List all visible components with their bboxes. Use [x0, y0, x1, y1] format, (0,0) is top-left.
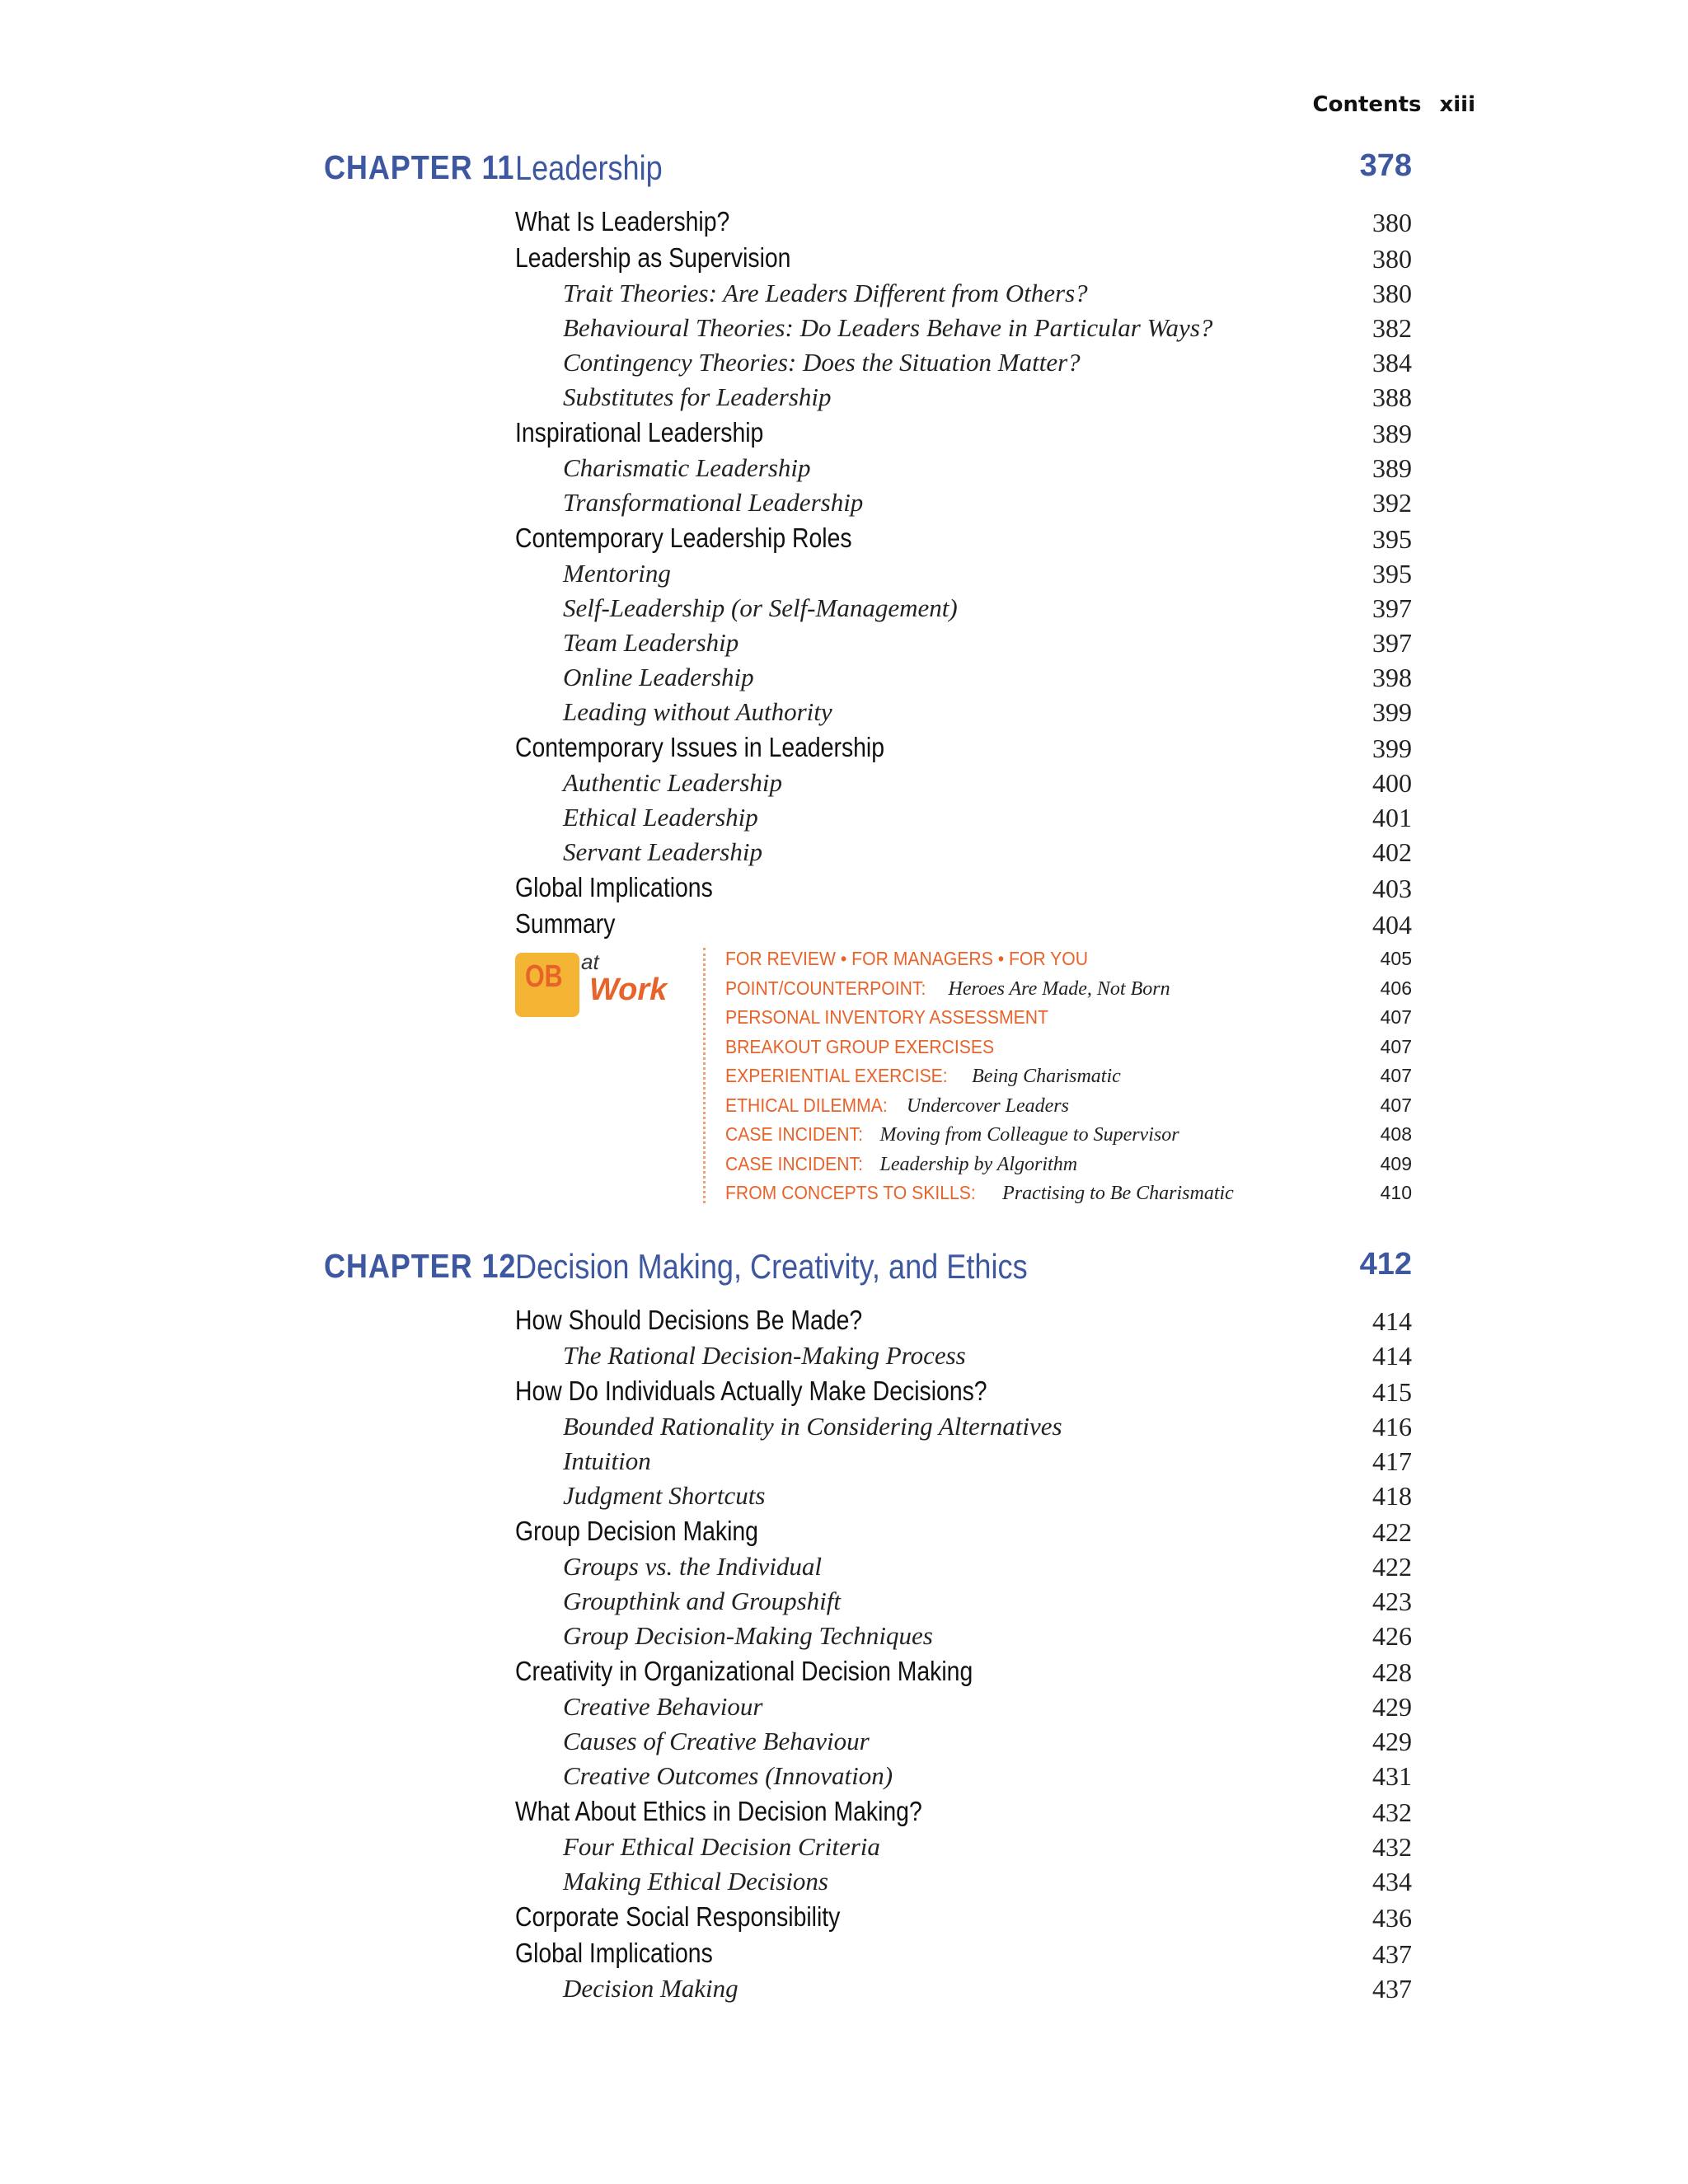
entry-title: Global Implications: [515, 1938, 713, 1968]
toc-subentry[interactable]: [515, 1412, 1412, 1446]
toc-entry[interactable]: [515, 206, 1412, 242]
ob-item-text: Moving from Colleague to Supervisor: [879, 1124, 1179, 1146]
toc-subentry[interactable]: [515, 348, 1412, 382]
entry-page: 428: [1372, 1657, 1412, 1687]
chapter-page: 412: [1359, 1247, 1412, 1282]
entry-page: 388: [1372, 382, 1412, 412]
toc-subentry[interactable]: [515, 803, 1412, 837]
entry-title: Judgment Shortcuts: [563, 1481, 766, 1510]
toc-entries: [515, 206, 1412, 1208]
toc-subentry[interactable]: [515, 837, 1412, 872]
entry-page: 414: [1372, 1341, 1412, 1371]
toc-subentry[interactable]: [515, 1867, 1412, 1901]
entry-page: 380: [1372, 279, 1412, 308]
entry-title: Group Decision Making: [515, 1516, 758, 1546]
chapter-heading[interactable]: [324, 148, 1412, 206]
chapter-11-section: [324, 148, 1412, 1208]
running-head-label: Contents: [1312, 92, 1422, 117]
entry-title: Causes of Creative Behaviour: [563, 1727, 870, 1755]
ob-item-text: Undercover Leaders: [906, 1094, 1069, 1117]
ob-item-page: 407: [1380, 1006, 1412, 1028]
toc-entry[interactable]: [515, 1901, 1412, 1938]
toc-subentry[interactable]: [515, 1621, 1412, 1656]
entry-title: Authentic Leadership: [563, 768, 783, 797]
ob-item-page: 406: [1380, 977, 1412, 999]
toc-subentry[interactable]: [515, 1974, 1412, 2008]
ob-item-page: 408: [1380, 1123, 1412, 1145]
entry-page: 418: [1372, 1481, 1412, 1511]
toc-subentry[interactable]: [515, 279, 1412, 313]
toc-subentry[interactable]: [515, 1692, 1412, 1727]
toc-entry[interactable]: [515, 1516, 1412, 1552]
ob-at-work-item[interactable]: [725, 1094, 1412, 1124]
entry-title: Online Leadership: [563, 663, 754, 691]
entry-page: 382: [1372, 313, 1412, 343]
entry-title: Creative Outcomes (Innovation): [563, 1761, 893, 1790]
ob-at-work-item[interactable]: [725, 1123, 1412, 1153]
entry-page: 417: [1372, 1446, 1412, 1476]
ob-item-label: CASE INCIDENT:: [725, 1123, 863, 1145]
entry-page: 398: [1372, 663, 1412, 692]
ob-item-text: Heroes Are Made, Not Born: [948, 977, 1170, 1000]
entry-page: 414: [1372, 1306, 1412, 1336]
entry-title: Bounded Rationality in Considering Alternatives: [563, 1412, 1062, 1441]
entry-page: 400: [1372, 768, 1412, 798]
ob-item-page: 410: [1380, 1182, 1412, 1203]
ob-at-work-item[interactable]: [725, 977, 1412, 1007]
ob-item-label: CASE INCIDENT:: [725, 1152, 863, 1174]
entry-title: Intuition: [563, 1446, 651, 1475]
entry-title: Global Implications: [515, 872, 713, 902]
toc-entry[interactable]: [515, 908, 1412, 944]
toc-entry[interactable]: [515, 1305, 1412, 1341]
ob-item-page: 407: [1380, 1035, 1412, 1057]
ob-item-label: PERSONAL INVENTORY ASSESSMENT: [725, 1006, 1048, 1028]
toc-subentry[interactable]: [515, 1481, 1412, 1516]
toc-entry[interactable]: [515, 1376, 1412, 1412]
ob-logo-text: OB: [525, 959, 563, 994]
ob-item-label: FOR REVIEW • FOR MANAGERS • FOR YOU: [725, 948, 1089, 969]
toc-entry[interactable]: [515, 1796, 1412, 1832]
entry-page: 426: [1372, 1621, 1412, 1651]
entry-title: Substitutes for Leadership: [563, 382, 832, 411]
entry-page: 422: [1372, 1552, 1412, 1582]
entry-page: 423: [1372, 1586, 1412, 1616]
entry-page: 384: [1372, 348, 1412, 377]
entry-page: 389: [1372, 419, 1412, 448]
toc-entry[interactable]: [515, 242, 1412, 279]
entry-page: 395: [1372, 524, 1412, 554]
entry-title: Summary: [515, 908, 616, 939]
toc-entry[interactable]: [515, 1656, 1412, 1692]
entry-title: Leading without Authority: [563, 697, 832, 726]
entry-title: Groups vs. the Individual: [563, 1552, 822, 1581]
chapter-page: 378: [1359, 148, 1412, 183]
entry-page: 437: [1372, 1939, 1412, 1969]
ob-at-work-item[interactable]: [725, 1036, 1412, 1066]
entry-title: Groupthink and Groupshift: [563, 1586, 841, 1615]
running-head: [1313, 92, 1475, 117]
entry-title: Inspirational Leadership: [515, 417, 764, 448]
entry-title: Charismatic Leadership: [563, 453, 811, 482]
toc-subentry[interactable]: [515, 1552, 1412, 1586]
entry-page: 397: [1372, 593, 1412, 623]
entry-title: Mentoring: [563, 559, 671, 588]
entry-page: 380: [1372, 244, 1412, 274]
entry-title: Contingency Theories: Does the Situation Matter?: [563, 348, 1081, 377]
chapter-title: Leadership: [515, 148, 663, 187]
dotted-divider: [703, 948, 706, 1203]
entry-page: 389: [1372, 453, 1412, 483]
entry-page: 437: [1372, 1974, 1412, 2004]
entry-page: 397: [1372, 628, 1412, 658]
toc-entries: [515, 1305, 1412, 2008]
ob-item-label: FROM CONCEPTS TO SKILLS:: [725, 1182, 976, 1203]
ob-item-label: ETHICAL DILEMMA:: [725, 1094, 888, 1116]
entry-page: 402: [1372, 837, 1412, 867]
entry-page: 429: [1372, 1727, 1412, 1756]
toc-entry[interactable]: [515, 732, 1412, 768]
toc-subentry[interactable]: [515, 313, 1412, 348]
entry-title: Trait Theories: Are Leaders Different from Others?: [563, 279, 1088, 307]
toc-entry-list: [515, 1305, 1412, 2008]
entry-page: 380: [1372, 208, 1412, 237]
entry-page: 399: [1372, 697, 1412, 727]
toc-subentry[interactable]: [515, 1341, 1412, 1376]
entry-title: What Is Leadership?: [515, 206, 730, 237]
entry-page: 432: [1372, 1832, 1412, 1862]
entry-page: 395: [1372, 559, 1412, 588]
entry-title: Self-Leadership (or Self-Management): [563, 593, 958, 622]
entry-title: Creative Behaviour: [563, 1692, 763, 1721]
toc-subentry[interactable]: [515, 453, 1412, 488]
ob-at-work-box: [515, 948, 1412, 1208]
ob-at-work-logo: [515, 953, 579, 1017]
ob-item-label: BREAKOUT GROUP EXERCISES: [725, 1035, 995, 1057]
entry-page: 399: [1372, 733, 1412, 763]
ob-at-work-item[interactable]: [725, 1153, 1412, 1183]
entry-title: Creativity in Organizational Decision Making: [515, 1656, 973, 1686]
ob-at-work-list: [725, 948, 1412, 1212]
ob-logo-work: Work: [589, 972, 668, 1007]
toc-entry[interactable]: [515, 872, 1412, 908]
entry-title: Servant Leadership: [563, 837, 762, 866]
running-head-page: xiii: [1439, 92, 1475, 117]
ob-logo-at: at: [581, 949, 599, 974]
entry-page: 431: [1372, 1761, 1412, 1791]
toc-subentry[interactable]: [515, 1727, 1412, 1761]
entry-page: 403: [1372, 874, 1412, 903]
ob-item-page: 407: [1380, 1094, 1412, 1116]
toc-subentry[interactable]: [515, 1446, 1412, 1481]
ob-item-page: 405: [1380, 948, 1412, 969]
entry-title: How Do Individuals Actually Make Decisions?: [515, 1376, 987, 1406]
ob-item-text: Leadership by Algorithm: [879, 1153, 1078, 1175]
ob-item-text: Practising to Be Charismatic: [1002, 1183, 1234, 1204]
entry-page: 415: [1372, 1377, 1412, 1407]
entry-page: 392: [1372, 488, 1412, 518]
entry-title: The Rational Decision-Making Process: [563, 1341, 966, 1370]
toc-subentry[interactable]: [515, 663, 1412, 697]
chapter-number: CHAPTER 11: [324, 148, 515, 186]
entry-title: Leadership as Supervision: [515, 242, 791, 273]
entry-title: Contemporary Issues in Leadership: [515, 732, 885, 762]
entry-page: 401: [1372, 803, 1412, 832]
entry-page: 429: [1372, 1692, 1412, 1722]
toc-subentry[interactable]: [515, 628, 1412, 663]
toc-subentry[interactable]: [515, 382, 1412, 417]
entry-title: Team Leadership: [563, 628, 739, 657]
entry-title: Corporate Social Responsibility: [515, 1901, 841, 1932]
toc-entry-list: [515, 206, 1412, 944]
chapter-title: Decision Making, Creativity, and Ethics: [515, 1247, 1028, 1286]
toc-subentry[interactable]: [515, 1586, 1412, 1621]
chapter-12-section: [324, 1247, 1412, 2008]
toc-subentry[interactable]: [515, 1761, 1412, 1796]
ob-at-work-item[interactable]: [725, 1065, 1412, 1094]
ob-at-work-item[interactable]: [725, 1006, 1412, 1036]
entry-title: Ethical Leadership: [563, 803, 758, 832]
entry-page: 436: [1372, 1903, 1412, 1933]
entry-title: Decision Making: [563, 1974, 738, 2003]
toc-subentry[interactable]: [515, 1832, 1412, 1867]
entry-title: What About Ethics in Decision Making?: [515, 1796, 922, 1826]
ob-item-label: POINT/COUNTERPOINT:: [725, 977, 926, 999]
chapter-heading[interactable]: [324, 1247, 1412, 1305]
toc-subentry[interactable]: [515, 559, 1412, 593]
chapter-number: CHAPTER 12: [324, 1247, 517, 1285]
ob-item-label: EXPERIENTIAL EXERCISE:: [725, 1065, 948, 1086]
ob-item-text: Being Charismatic: [972, 1066, 1121, 1087]
entry-page: 422: [1372, 1517, 1412, 1547]
toc-subentry[interactable]: [515, 488, 1412, 523]
entry-page: 404: [1372, 910, 1412, 940]
ob-item-page: 407: [1380, 1065, 1412, 1086]
toc-entry[interactable]: [515, 417, 1412, 453]
entry-title: Making Ethical Decisions: [563, 1867, 828, 1896]
entry-title: Behavioural Theories: Do Leaders Behave in Particular Ways?: [563, 313, 1213, 342]
toc-subentry[interactable]: [515, 697, 1412, 732]
entry-title: Four Ethical Decision Criteria: [563, 1832, 880, 1861]
entry-page: 434: [1372, 1867, 1412, 1896]
toc-entry[interactable]: [515, 523, 1412, 559]
entry-title: Contemporary Leadership Roles: [515, 523, 852, 553]
ob-item-page: 409: [1380, 1152, 1412, 1174]
entry-title: Group Decision-Making Techniques: [563, 1621, 933, 1650]
ob-at-work-item[interactable]: [725, 948, 1412, 977]
entry-page: 416: [1372, 1412, 1412, 1441]
entry-page: 432: [1372, 1797, 1412, 1827]
toc-subentry[interactable]: [515, 768, 1412, 803]
entry-title: Transformational Leadership: [563, 488, 864, 517]
toc-subentry[interactable]: [515, 593, 1412, 628]
entry-title: How Should Decisions Be Made?: [515, 1305, 863, 1335]
toc-entry[interactable]: [515, 1938, 1412, 1974]
ob-at-work-item[interactable]: [725, 1182, 1412, 1212]
